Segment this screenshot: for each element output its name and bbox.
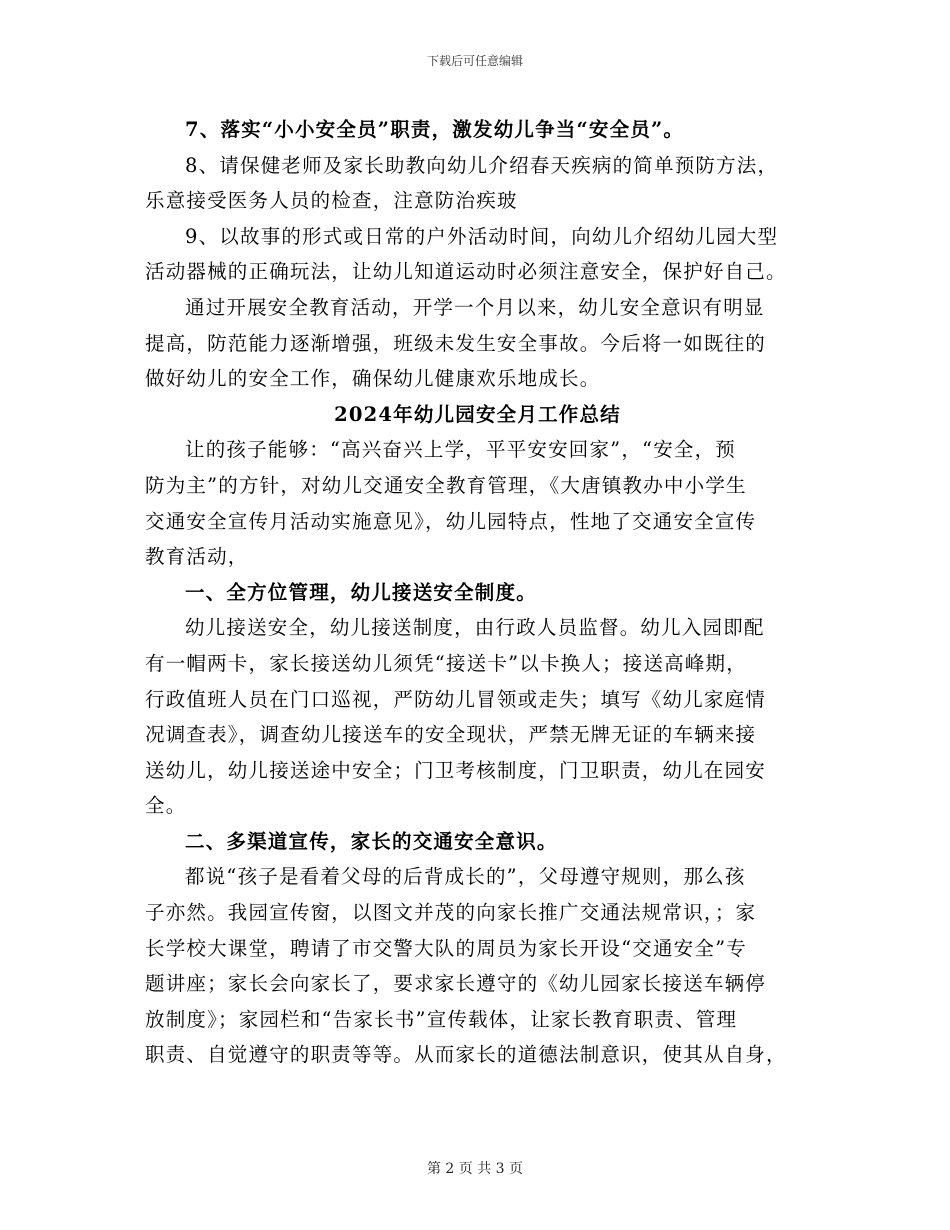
paragraph-line: 有一帽两卡，家长接送幼儿须凭“接送卡”以卡换人；接送高峰期， xyxy=(145,651,747,675)
page-header: 下载后可任意编辑 xyxy=(426,54,523,68)
paragraph-line: 子亦然。我园宣传窗，以图文并茂的向家长推广交通法规常识，；家 xyxy=(145,901,757,925)
paragraph-line: 防为主”的方针，对幼儿交通安全教育管理，《大唐镇教办中小学生 xyxy=(145,473,747,497)
paragraph-line: 提高，防范能力逐渐增强，班级未发生安全事故。今后将一如既往的 xyxy=(145,331,767,355)
paragraph-line: 交通安全宣传月活动实施意见》，幼儿园特点，性地了交通安全宣传 xyxy=(145,509,757,533)
paragraph-line: 送幼儿，幼儿接送途中安全；门卫考核制度，门卫职责，幼儿在园安 xyxy=(145,758,767,782)
paragraph-line: 放制度》；家园栏和“告家长书”宣传载体，让家长教育职责、管理 xyxy=(145,1007,738,1031)
paragraph-line: 职责、自觉遵守的职责等等。从而家长的道德法制意识，使其从自身， xyxy=(145,1043,787,1067)
paragraph-line: 幼儿接送安全，幼儿接送制度，由行政人员监督。幼儿入园即配 xyxy=(185,616,765,640)
section-title: 2024年幼儿园安全月工作总结 xyxy=(334,402,621,426)
paragraph-line: 通过开展安全教育活动，开学一个月以来，幼儿安全意识有明显 xyxy=(185,295,765,319)
document-body xyxy=(145,112,810,1073)
paragraph-line: 都说“孩子是看着父母的后背成长的”，父母遵守规则，那么孩 xyxy=(185,865,746,889)
paragraph-line: 长学校大课堂，聘请了市交警大队的周员为家长开设“交通安全”专 xyxy=(145,936,747,960)
paragraph-line: 9、以故事的形式或日常的户外活动时间，向幼儿介绍幼儿园大型 xyxy=(185,224,779,248)
paragraph-line: 况调查表》，调查幼儿接送车的安全现状，严禁无牌无证的车辆来接 xyxy=(145,723,757,747)
section-heading: 7、落实“小小安全员”职责，激发幼儿争当“安全员”。 xyxy=(185,118,685,141)
section-heading: 二、多渠道宣传，家长的交通安全意识。 xyxy=(185,829,558,853)
paragraph-line: 乐意接受医务人员的检查，注意防治疾玻 xyxy=(145,189,518,213)
paragraph-line: 活动器械的正确玩法，让幼儿知道运动时必须注意安全，保护好自己。 xyxy=(145,260,787,284)
paragraph-line: 教育活动， xyxy=(145,545,249,569)
paragraph-line: 题讲座；家长会向家长了，要求家长遵守的《幼儿园家长接送车辆停 xyxy=(145,972,767,996)
page-footer: 第 2 页 共 3 页 xyxy=(426,1161,524,1177)
section-heading: 一、全方位管理，幼儿接送安全制度。 xyxy=(185,580,537,604)
paragraph-line: 全。 xyxy=(145,794,187,818)
paragraph-line: 让的孩子能够：“高兴奋兴上学，平平安安回家”，“安全，预 xyxy=(185,438,737,462)
paragraph-line: 做好幼儿的安全工作，确保幼儿健康欢乐地成长。 xyxy=(145,367,601,391)
paragraph-line: 8、请保健老师及家长助教向幼儿介绍春天疾病的简单预防方法， xyxy=(185,153,779,177)
paragraph-line: 行政值班人员在门口巡视，严防幼儿冒领或走失；填写《幼儿家庭情 xyxy=(145,687,767,711)
